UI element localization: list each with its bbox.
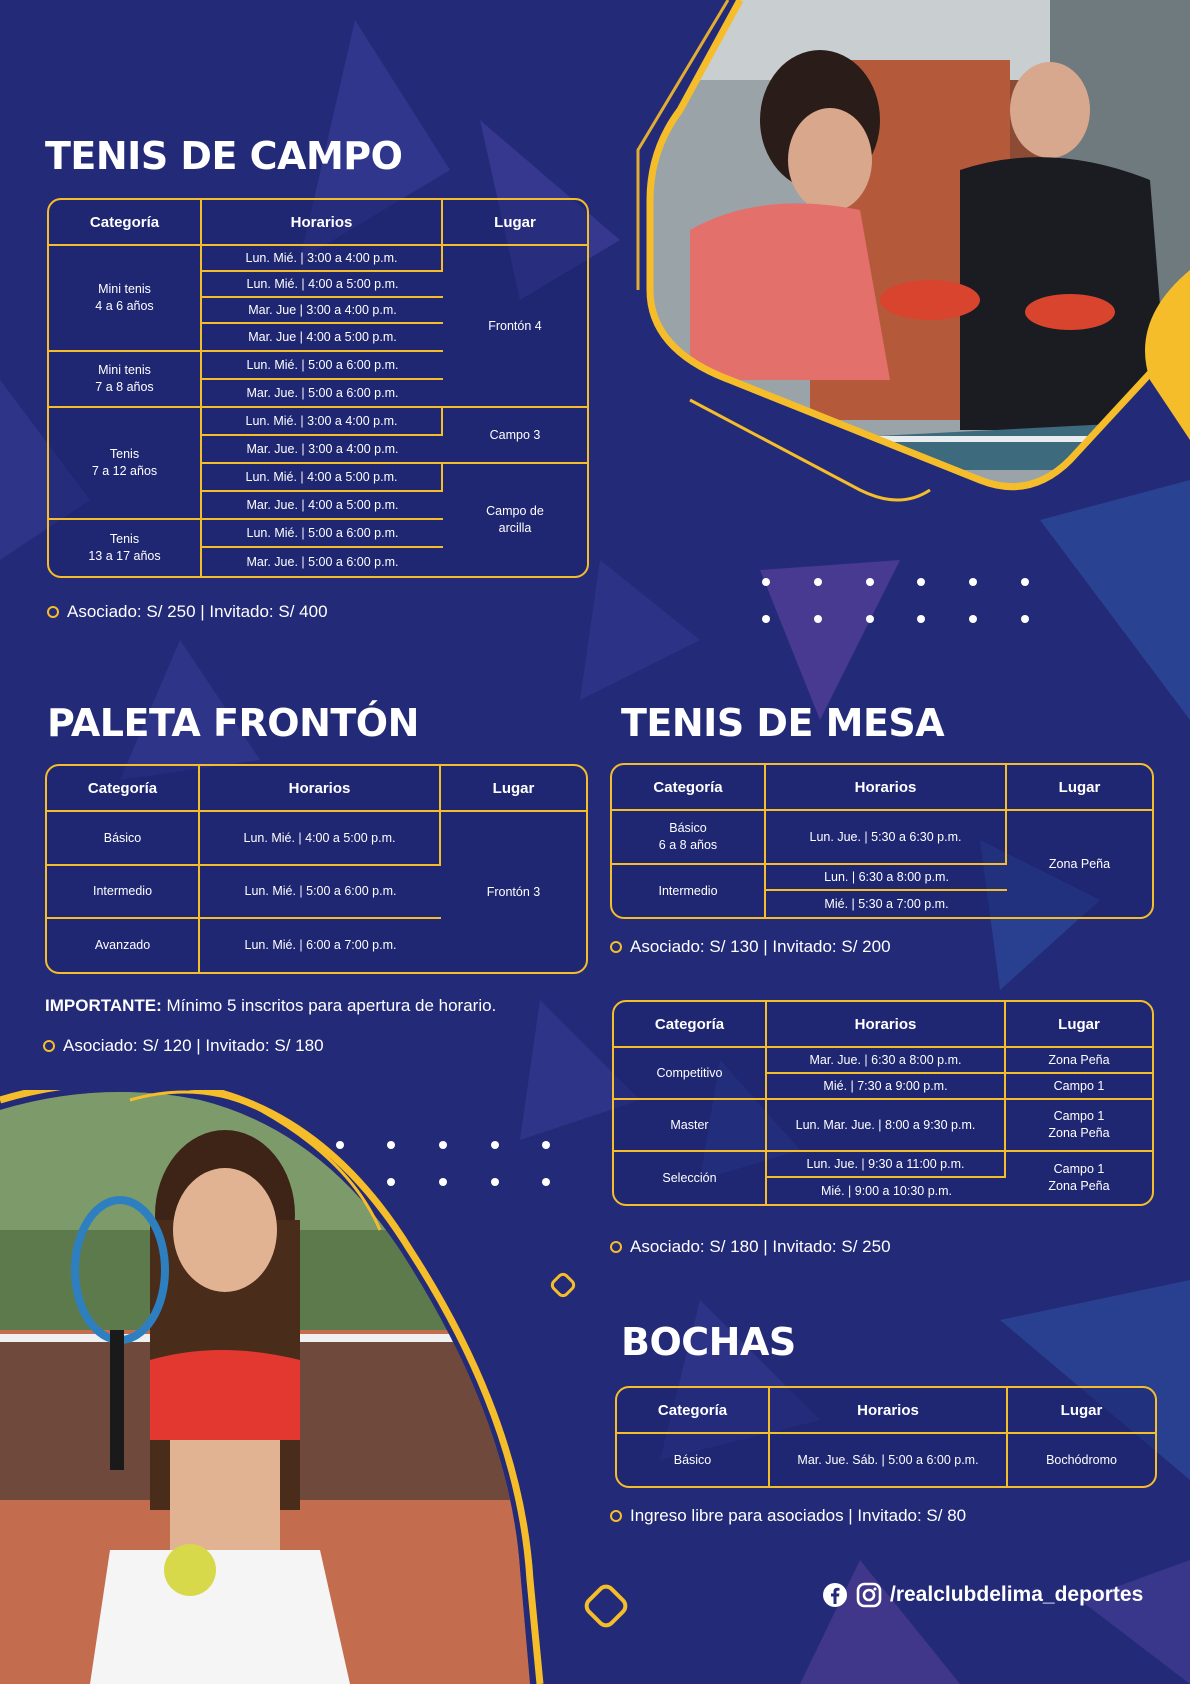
important-text: Mínimo 5 inscritos para apertura de horario. [161, 996, 497, 1015]
schedule-cell: Mar. Jue. | 6:30 a 8:00 p.m. [767, 1048, 1006, 1074]
schedule-cell: Mar. Jue. Sáb. | 5:00 a 6:00 p.m. [770, 1434, 1008, 1486]
place-cell: Campo 1 Zona Peña [1048, 1162, 1110, 1193]
tenis-campo-price: Asociado: S/ 250 | Invitado: S/ 400 [47, 602, 328, 622]
bullet-ring-icon [610, 1241, 622, 1253]
header-categoria: Categoría [617, 1388, 770, 1434]
category-cell: Mini tenis 4 a 6 años [49, 246, 202, 352]
header-horarios: Horarios [766, 765, 1007, 811]
header-lugar: Lugar [441, 766, 586, 812]
header-lugar: Lugar [1007, 765, 1152, 811]
place-cell: Zona Peña [1006, 1048, 1152, 1074]
dots-decoration-top [762, 578, 1038, 628]
place-cell: Campo 1 [1006, 1074, 1152, 1100]
category-cell: Intermedio [612, 865, 766, 917]
schedule-cell: Mar. Jue. | 5:00 a 6:00 p.m. [202, 380, 443, 408]
bullet-ring-icon [610, 1510, 622, 1522]
place-cell: Campo de arcilla [486, 504, 544, 535]
schedule-cell: Lun. Jue. | 9:30 a 11:00 p.m. [767, 1152, 1006, 1178]
bullet-ring-icon [47, 606, 59, 618]
schedule-cell: Mar. Jue. | 4:00 a 5:00 p.m. [202, 492, 443, 520]
schedule-cell: Lun. | 6:30 a 8:00 p.m. [766, 865, 1007, 891]
category-cell: Básico 6 a 8 años [612, 811, 766, 865]
schedule-cell: Mar. Jue. | 3:00 a 4:00 p.m. [202, 436, 443, 464]
schedule-cell: Lun. Mié. | 4:00 a 5:00 p.m. [202, 272, 443, 298]
paleta-fronton-table [45, 764, 588, 974]
category-cell: Tenis 7 a 12 años [49, 408, 202, 520]
place-cell: Zona Peña [1048, 856, 1111, 871]
place-cell: Bochódromo [1046, 1452, 1117, 1467]
header-lugar: Lugar [1008, 1388, 1155, 1434]
important-note [45, 996, 496, 1016]
schedule-cell: Lun. Mié. | 5:00 a 6:00 p.m. [200, 866, 441, 919]
schedule-cell: Mar. Jue. | 5:00 a 6:00 p.m. [246, 554, 399, 569]
schedule-cell: Mar. Jue | 4:00 a 5:00 p.m. [202, 324, 443, 352]
category-cell: Master [614, 1100, 767, 1152]
category-cell: Avanzado [47, 919, 200, 972]
paleta-fronton-price: Asociado: S/ 120 | Invitado: S/ 180 [43, 1036, 324, 1056]
schedule-cell: Mié. | 5:30 a 7:00 p.m. [824, 896, 949, 911]
tenis-mesa-title: TENIS DE MESA [621, 701, 945, 745]
place-cell: Campo 3 [443, 408, 587, 464]
header-horarios: Horarios [770, 1388, 1008, 1434]
category-cell: Selección [614, 1152, 767, 1204]
bullet-ring-icon [610, 941, 622, 953]
social-handle[interactable] [822, 1582, 1143, 1608]
schedule-cell: Lun. Mié. | 5:00 a 6:00 p.m. [202, 352, 443, 380]
paleta-fronton-title: PALETA FRONTÓN [47, 701, 419, 745]
schedule-cell: Mié. | 9:00 a 10:30 p.m. [820, 1183, 953, 1198]
schedule-cell: Lun. Mar. Jue. | 8:00 a 9:30 p.m. [767, 1100, 1006, 1152]
header-horarios: Horarios [202, 200, 443, 246]
table-tennis-photo [630, 0, 1190, 520]
facebook-icon[interactable] [822, 1582, 848, 1608]
bochas-price: Ingreso libre para asociados | Invitado: S/ 80 [610, 1506, 966, 1526]
header-categoria: Categoría [614, 1002, 767, 1048]
place-cell: Frontón 4 [443, 246, 587, 408]
header-categoria: Categoría [612, 765, 766, 811]
category-cell: Intermedio [47, 866, 200, 919]
place-cell: Campo 1 Zona Peña [1006, 1100, 1152, 1152]
instagram-icon[interactable] [856, 1582, 882, 1608]
schedule-cell: Lun. Mié. | 6:00 a 7:00 p.m. [244, 938, 397, 952]
bullet-ring-icon [43, 1040, 55, 1052]
header-categoria: Categoría [47, 766, 200, 812]
schedule-cell: Lun. Mié. | 3:00 a 4:00 p.m. [202, 246, 443, 272]
header-horarios: Horarios [767, 1002, 1006, 1048]
tenis-campo-title: TENIS DE CAMPO [45, 134, 403, 178]
important-label: IMPORTANTE: [45, 996, 162, 1015]
place-cell: Frontón 3 [486, 884, 541, 899]
schedule-cell: Mié. | 7:30 a 9:00 p.m. [767, 1074, 1006, 1100]
tenis-mesa-price-1: Asociado: S/ 130 | Invitado: S/ 200 [610, 937, 891, 957]
header-lugar: Lugar [1006, 1002, 1152, 1048]
category-cell: Competitivo [614, 1048, 767, 1100]
category-cell: Mini tenis 7 a 8 años [49, 352, 202, 408]
header-horarios: Horarios [200, 766, 441, 812]
schedule-cell: Lun. Mié. | 4:00 a 5:00 p.m. [200, 812, 441, 866]
category-cell: Básico [47, 812, 200, 866]
dots-decoration-bottom [336, 1141, 556, 1191]
header-lugar: Lugar [443, 200, 587, 246]
header-categoria: Categoría [49, 200, 202, 246]
tenis-mesa-table-2 [612, 1000, 1154, 1206]
tenis-mesa-price-2: Asociado: S/ 180 | Invitado: S/ 250 [610, 1237, 891, 1257]
schedule-cell: Lun. Jue. | 5:30 a 6:30 p.m. [766, 811, 1007, 865]
bochas-table [615, 1386, 1157, 1488]
social-handle-text[interactable]: /realclubdelima_deportes [890, 1583, 1144, 1606]
tenis-campo-table [47, 198, 589, 578]
schedule-cell: Lun. Mié. | 4:00 a 5:00 p.m. [202, 464, 443, 492]
schedule-cell: Mar. Jue | 3:00 a 4:00 p.m. [202, 298, 443, 324]
category-cell: Tenis 13 a 17 años [49, 520, 202, 576]
category-cell: Básico [617, 1434, 770, 1486]
tenis-mesa-table-1 [610, 763, 1154, 919]
schedule-cell: Lun. Mié. | 3:00 a 4:00 p.m. [202, 408, 443, 436]
schedule-cell: Lun. Mié. | 5:00 a 6:00 p.m. [202, 520, 443, 548]
bochas-title: BOCHAS [621, 1320, 796, 1364]
